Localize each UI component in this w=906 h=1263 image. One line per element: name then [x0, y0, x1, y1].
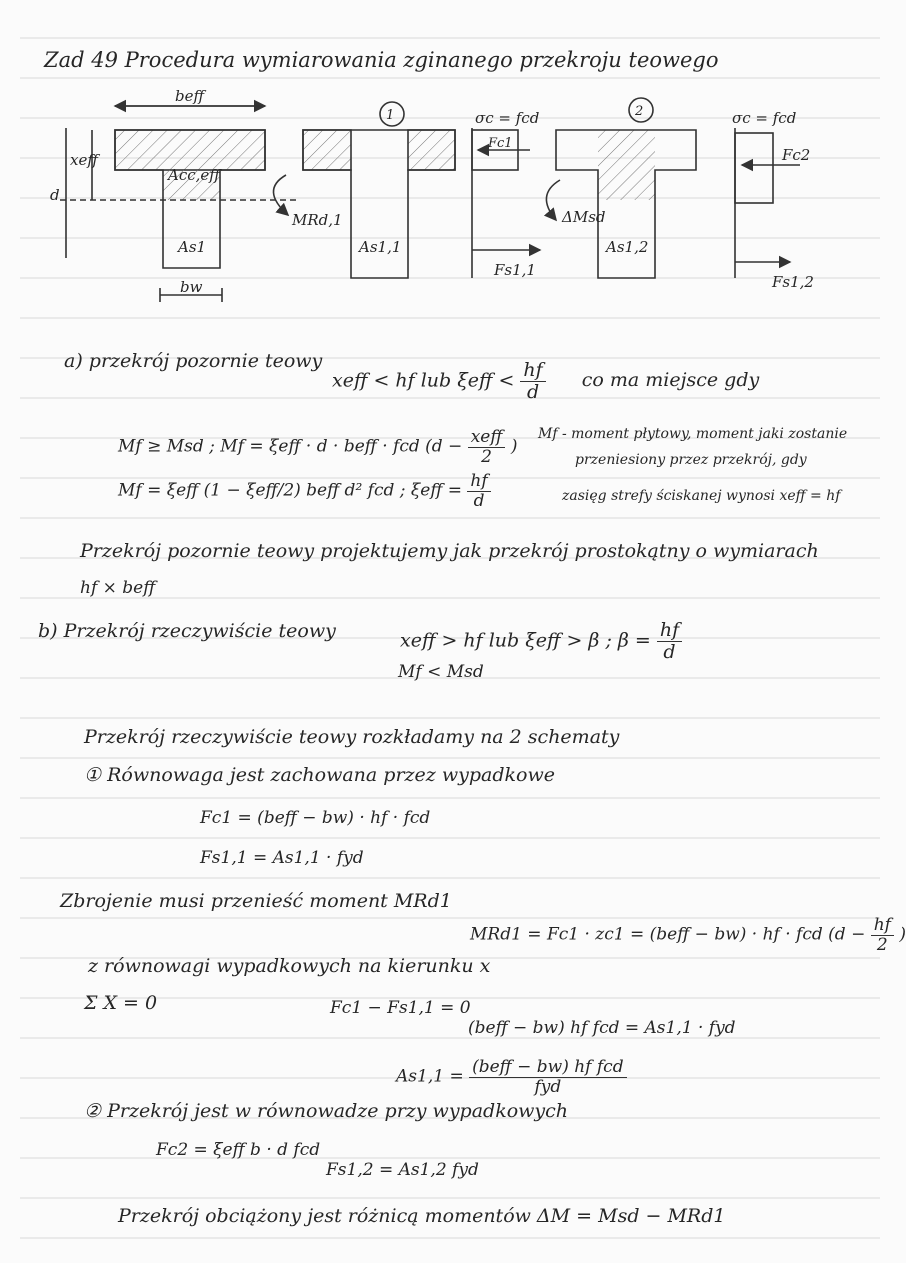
- label-xeff: xeff: [70, 151, 98, 169]
- scheme-2-heading: ② Przekrój jest w równowadze przy wypadkowych: [84, 1100, 569, 1122]
- label-beff: beff: [175, 87, 205, 105]
- fraction-denominator: fyd: [534, 1076, 562, 1097]
- sum-x-equation: Σ X = 0: [84, 992, 158, 1014]
- section-b-condition-2: Mf < Msd: [398, 662, 484, 682]
- fc2-equation: Fc2 = ξeff b · d fcd: [156, 1140, 321, 1160]
- eq2-fraction: [467, 472, 490, 510]
- scheme-1-heading: ① Równowaga jest zachowana przez wypadkowe: [84, 764, 555, 786]
- label-fs11: Fs1,1: [494, 261, 536, 279]
- fraction-numerator: hf: [467, 472, 490, 492]
- mrd1-tail: ): [899, 924, 906, 945]
- label-d: d: [50, 186, 60, 204]
- label-as11: As1,1: [359, 238, 402, 256]
- label-bw: bw: [180, 278, 203, 296]
- fc1-minus-fs11-equation: Fc1 − Fs1,1 = 0: [330, 998, 471, 1018]
- label-fc1: Fc1: [488, 136, 513, 151]
- paragraph-schematy: Przekrój rzeczywiście teowy rozkładamy na 2 schematy: [84, 726, 620, 748]
- section-b-condition: [400, 620, 682, 663]
- fraction-numerator: xeff: [468, 428, 506, 448]
- as11-equation: [396, 1058, 627, 1096]
- mf-note-line-1: Mf - moment płytowy, moment jaki zostanie: [538, 426, 848, 442]
- fraction-numerator: hf: [657, 620, 682, 642]
- paragraph-zbrojenie: Zbrojenie musi przenieść moment MRd1: [60, 890, 452, 912]
- eq2-text: Mf = ξeff (1 − ξeff/2) beff d² fcd ; ξeff =: [118, 480, 463, 501]
- as11-lhs: As1,1 =: [396, 1066, 464, 1087]
- label-acc-eff: Acc,eff: [168, 166, 220, 184]
- final-statement: Przekrój obciążony jest różnicą momentów ΔM = Msd − MRd1: [118, 1205, 726, 1227]
- paragraph-pozornie-teowy: Przekrój pozornie teowy projektujemy jak przekrój prostokątny o wymiarach: [80, 540, 819, 562]
- fraction-denominator: d: [526, 380, 540, 403]
- label-fs12: Fs1,2: [772, 273, 814, 291]
- condition-text: xeff > hf lub ξeff > β ; β =: [400, 629, 651, 652]
- mf-equation-2: [118, 472, 491, 510]
- mf-note-line-2: przeniesiony przez przekrój, gdy: [575, 452, 807, 468]
- fraction-denominator: 2: [876, 934, 888, 955]
- paragraph-pozornie-teowy-dims: hf × beff: [80, 578, 156, 598]
- circle-2-label: 2: [635, 104, 644, 119]
- eq1-fraction: [468, 428, 506, 466]
- label-as1: As1: [178, 238, 207, 256]
- mf-equation-1: [118, 428, 517, 466]
- fraction-numerator: (beff − bw) hf fcd: [469, 1058, 626, 1078]
- balance-equation: (beff − bw) hf fcd = As1,1 · fyd: [468, 1018, 736, 1038]
- mrd1-equation: [470, 916, 906, 954]
- fraction-numerator: hf: [871, 916, 894, 936]
- section-a-heading: a) przekrój pozornie teowy: [64, 350, 323, 372]
- t-section-original: [60, 106, 300, 302]
- fraction-denominator: 2: [481, 446, 492, 467]
- fraction-numerator: hf: [520, 360, 545, 382]
- label-as12: As1,2: [606, 238, 649, 256]
- mrd1-fraction: [871, 916, 894, 954]
- fraction-denominator: d: [663, 640, 676, 663]
- condition-text: xeff < hf lub ξeff <: [332, 369, 515, 392]
- mrd1-text: MRd1 = Fc1 · zc1 = (beff − bw) · hf · fcd (d −: [470, 924, 866, 945]
- fc1-equation: Fc1 = (beff − bw) · hf · fcd: [200, 808, 431, 828]
- condition-tail: co ma miejsce gdy: [581, 369, 760, 392]
- label-mrd1: MRd,1: [292, 211, 343, 229]
- paragraph-rownowaga: z równowagi wypadkowych na kierunku x: [88, 955, 491, 977]
- label-delta-msd: ΔMsd: [562, 208, 606, 226]
- as11-fraction: [469, 1058, 626, 1096]
- label-sigma-c2: σc = fcd: [732, 109, 797, 127]
- label-fc2: Fc2: [782, 146, 811, 164]
- mf-note-line-3: zasięg strefy ściskanej wynosi xeff = hf: [562, 488, 841, 504]
- fs12-equation: Fs1,2 = As1,2 fyd: [326, 1160, 479, 1180]
- condition-fraction: [520, 360, 545, 403]
- eq1-text: Mf ≥ Msd ; Mf = ξeff · d · beff · fcd (d −: [118, 436, 463, 457]
- eq1-tail: ): [510, 436, 518, 457]
- fs11-equation: Fs1,1 = As1,1 · fyd: [200, 848, 364, 868]
- section-b-heading: b) Przekrój rzeczywiście teowy: [38, 620, 336, 642]
- section-a-condition: [332, 360, 759, 403]
- t-section-diagram: [0, 80, 893, 310]
- label-sigma-c1: σc = fcd: [475, 109, 540, 127]
- condition-fraction: [657, 620, 682, 663]
- circle-1-label: 1: [386, 108, 395, 123]
- t-section-scheme-1: [303, 102, 560, 278]
- fraction-denominator: d: [473, 490, 485, 511]
- page-title: Zad 49 Procedura wymiarowania zginanego przekroju teowego: [44, 48, 719, 72]
